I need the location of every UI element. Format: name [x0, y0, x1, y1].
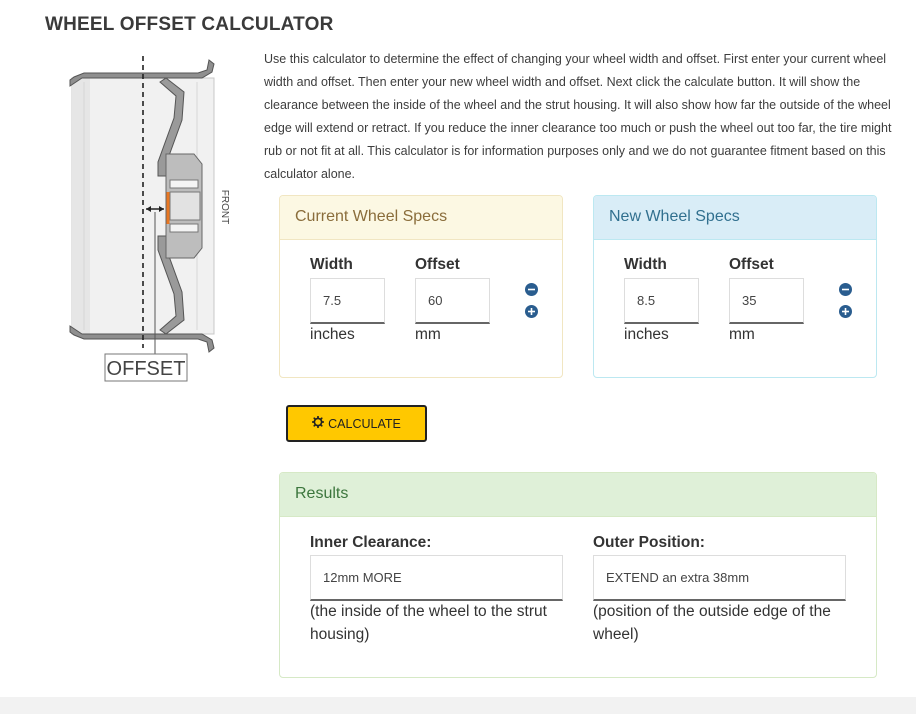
current-width-label: Width — [310, 256, 353, 273]
current-offset-unit: mm — [415, 326, 441, 343]
new-width-input[interactable] — [624, 278, 699, 324]
wheel-diagram — [62, 52, 242, 387]
current-width-unit: inches — [310, 326, 355, 343]
wheel-cross-section-image — [62, 52, 242, 387]
outer-position-note: (position of the outside edge of the wheel) — [593, 603, 831, 643]
new-minus-icon[interactable] — [839, 283, 852, 296]
offset-label: OFFSET — [106, 358, 186, 380]
calculator-description: Use this calculator to determine the effect of changing your wheel width and offset. First enter your current wheel width and offset. Then enter your new wheel width and offset. Next click the calculate button. It will show the clearance between the inside of the wheel and the strut housing. It will also show how far the outside of the wheel edge will extend or retract. If you reduce the inner clearance too much or push the wheel out too far, the tire might rub or not fit at all. This calculator is for information purposes only and we do not guarantee fitment based on this calculator alone. — [264, 52, 892, 181]
new-offset-label: Offset — [729, 256, 774, 273]
calculate-label: CALCULATE — [328, 416, 401, 431]
new-offset-input[interactable] — [729, 278, 804, 324]
outer-position-label: Outer Position: — [593, 534, 705, 551]
inner-clearance-note: (the inside of the wheel to the strut housing) — [310, 603, 547, 643]
current-offset-label: Offset — [415, 256, 460, 273]
results-heading: Results — [280, 473, 876, 517]
page-title: WHEEL OFFSET CALCULATOR — [45, 14, 334, 35]
new-width-label: Width — [624, 256, 667, 273]
new-width-unit: inches — [624, 326, 669, 343]
front-label: FRONT — [219, 189, 230, 225]
gear-icon — [312, 416, 324, 431]
new-wheel-heading: New Wheel Specs — [594, 196, 876, 240]
inner-clearance-label: Inner Clearance: — [310, 534, 432, 551]
current-offset-input[interactable] — [415, 278, 490, 324]
current-minus-icon[interactable] — [525, 283, 538, 296]
footer-band — [0, 697, 916, 714]
current-width-input[interactable] — [310, 278, 385, 324]
current-plus-icon[interactable] — [525, 305, 538, 318]
inner-clearance-output[interactable] — [310, 555, 563, 601]
new-plus-icon[interactable] — [839, 305, 852, 318]
new-offset-unit: mm — [729, 326, 755, 343]
outer-position-output[interactable] — [593, 555, 846, 601]
calculate-button[interactable] — [286, 405, 427, 442]
current-wheel-heading: Current Wheel Specs — [280, 196, 562, 240]
